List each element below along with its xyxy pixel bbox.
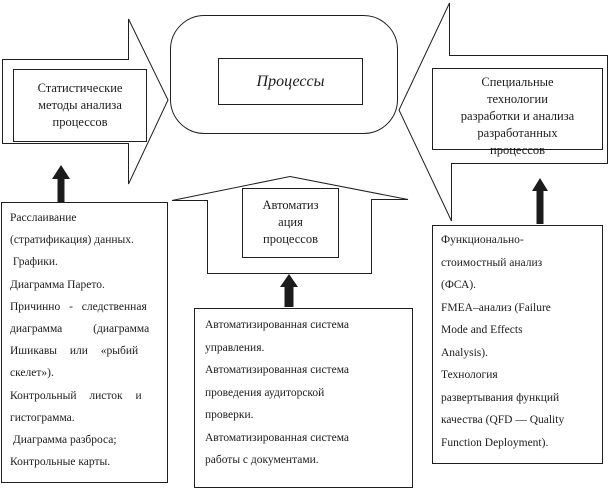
statistical-methods-box [13,69,147,142]
list-item: диаграмма (диаграмма [10,323,150,336]
list-item: стоимостный анализ [441,256,543,269]
special-line: процессов [490,143,545,157]
list-item: качества (QFD — Quality [441,414,565,426]
list-item: проведения аудиторской [205,386,325,399]
auto-line: Автоматиз [262,198,319,212]
list-item: (стратификация) данных. [10,234,134,247]
list-item: Analysis). [441,346,488,359]
list-item: FMEA–анализ (Failure [441,301,551,314]
list-item: Ишикавы или «рыбий [10,345,139,358]
list-item: развертывания функций [441,391,560,404]
special-line: технологии [487,92,548,106]
list-item: управления. [205,341,265,354]
list-item: Причинно - следственная [10,300,147,313]
analysis-technologies-list-box [432,225,603,464]
list-item: Диаграмма разброса; [10,434,117,447]
special-technologies-box [432,68,603,157]
list-item: (ФСА). [441,279,477,291]
special-line: разработки и анализа [460,109,575,123]
solid-up-arrow-right-icon [532,178,548,224]
list-item: скелет»). [10,367,54,380]
solid-up-arrow-left-icon [52,165,70,202]
list-item: Функционально- [441,234,524,246]
list-item: проверки. [205,409,254,421]
list-item: гистограмма. [10,411,75,424]
list-item: Function Deployment). [441,436,549,449]
list-item: Графики. [10,256,58,269]
stat-line: процессов [52,115,108,129]
special-line: Специальные [481,75,554,89]
auto-line: процессов [263,232,318,246]
statistical-tools-list-box [1,202,168,483]
list-item: Автоматизированная система [205,319,349,331]
list-item: Расслаивание [10,212,77,224]
auto-line: ация [278,215,303,229]
stat-line: Статистические [37,81,123,95]
list-item: Контрольные карты. [10,456,111,469]
special-line: разработанных [477,126,558,140]
list-item: Автоматизированная система [205,364,349,376]
automation-label-box [242,188,339,258]
list-item: Контрольный листок и [10,389,142,402]
processes-title-box [218,58,363,105]
list-item: Mode and Effects [441,324,523,336]
list-item: работы с документами. [205,454,319,466]
stat-line: методы анализа [38,98,122,112]
automated-systems-list-box [194,308,413,488]
list-item: Диаграмма Парето. [10,278,105,291]
list-item: Автоматизированная система [205,431,349,444]
solid-up-arrow-center-icon [280,274,298,307]
processes-title: Процессы [256,72,325,90]
list-item: Технология [441,369,498,381]
